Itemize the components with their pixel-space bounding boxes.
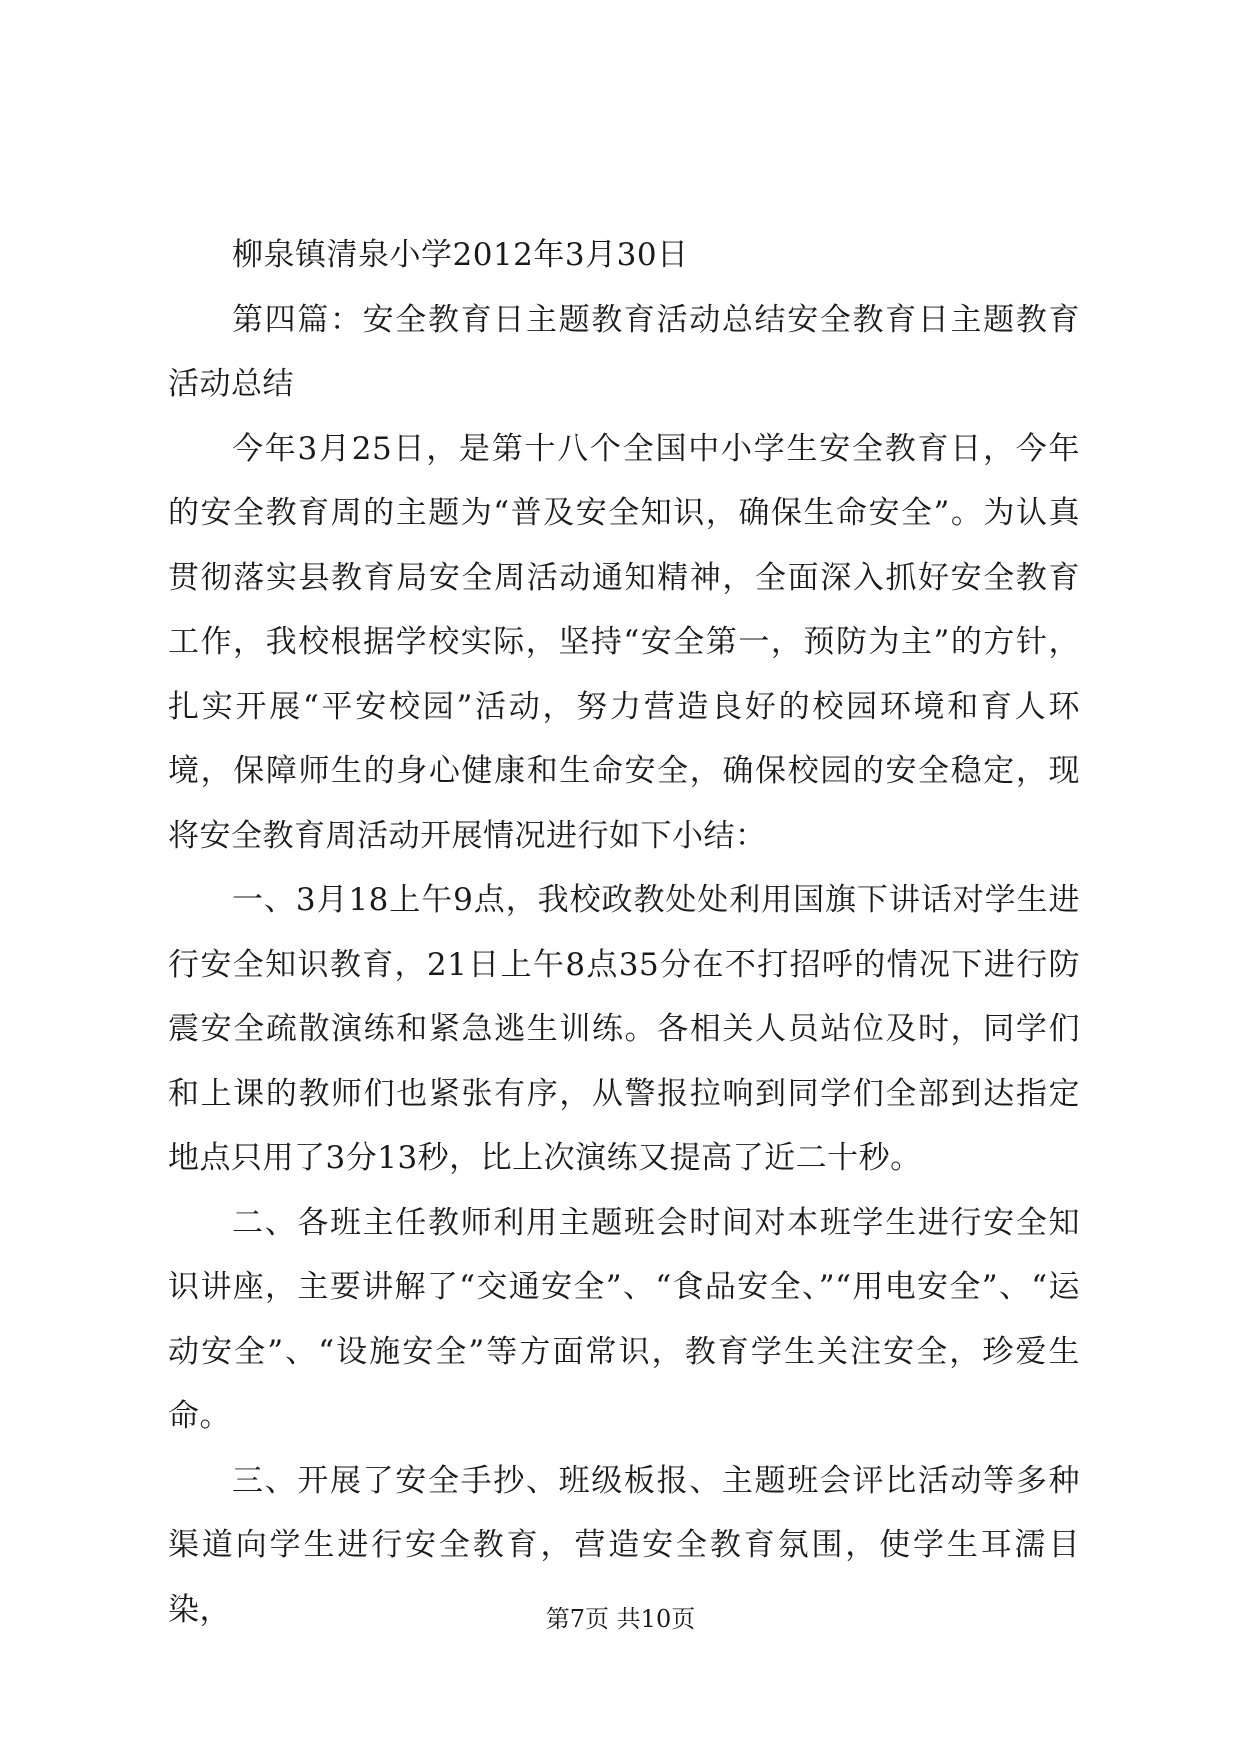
intro-paragraph: 今年3月25日，是第十八个全国中小学生安全教育日，今年的安全教育周的主题为“普及安全知识，确保生命安全”。为认真贯彻落实县教育局安全周活动通知精神，全面深入抓好安全教育工作，我校根据学校实际，坚持“安全第一，预防为主”的方针，扎实开展“平安校园”活动，努力营造良好的校园环境和育人环境，保障师生的身心健康和生命安全，确保校园的安全稳定，现将安全教育周活动开展情况进行如下小结： — [168, 430, 1080, 854]
page-number-footer: 第7页 共10页 — [545, 1605, 696, 1633]
item-three-paragraph: 三、开展了安全手抄、班级板报、主题班会评比活动等多种渠道向学生进行安全教育，营造安全教育氛围，使学生耳濡目染， — [168, 1462, 1080, 1628]
signature-line: 柳泉镇清泉小学2012年3月30日 — [232, 237, 689, 273]
section-heading: 第四篇：安全教育日主题教育活动总结安全教育日主题教育活动总结 — [168, 301, 1080, 402]
item-one-paragraph: 一、3月18上午9点，我校政教处处利用国旗下讲话对学生进行安全知识教育，21日上午8点35分在不打招呼的情况下进行防震安全疏散演练和紧急逃生训练。各相关人员站位及时，同学们和上课的教师们也紧张有序，从警报拉响到同学们全部到达指定地点只用了3分13秒，比上次演练又提高了近二十秒。 — [168, 882, 1080, 1176]
document-body — [168, 223, 1080, 1642]
item-two-paragraph: 二、各班主任教师利用主题班会时间对本班学生进行安全知识讲座，主要讲解了“交通安全”、“食品安全、”“用电安全”、“运动安全”、“设施安全”等方面常识，教育学生关注安全，珍爱生命。 — [168, 1204, 1080, 1434]
